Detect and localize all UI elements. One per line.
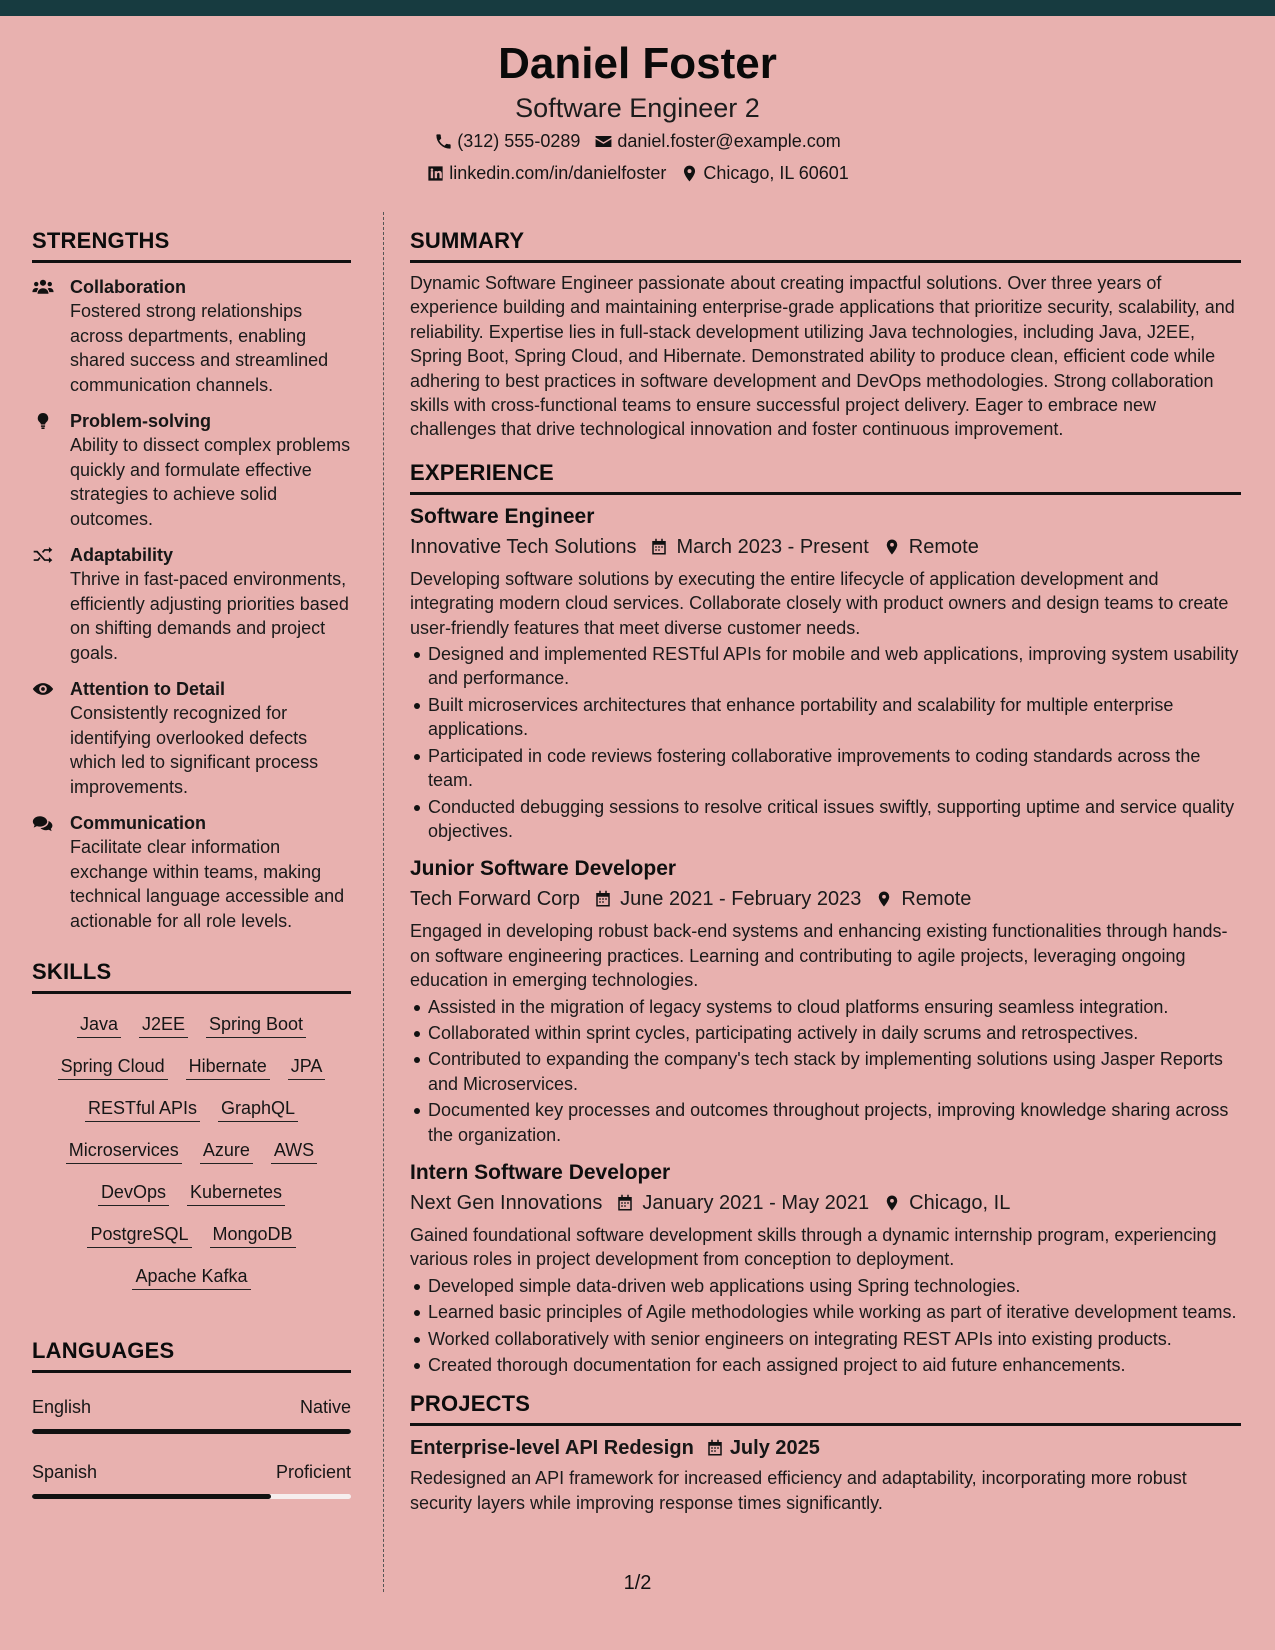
contact-row-1: [0, 129, 1275, 153]
lightbulb-icon: [32, 411, 54, 431]
contact-row-2: [0, 161, 1275, 185]
skill-chip: Azure: [200, 1138, 253, 1164]
calendar-icon: [650, 538, 668, 556]
job-description: Gained foundational software development skills through a dynamic internship program, experiencing various roles in project development from conception to deployment.: [410, 1224, 1217, 1270]
job-bullet: Participated in code reviews fostering collaborative improvements to coding standards across the team.: [410, 744, 1241, 793]
calendar-icon: [616, 1194, 634, 1212]
contact-linkedin[interactable]: linkedin.com/in/danielfoster: [426, 161, 666, 185]
job-location: Remote: [901, 888, 972, 911]
skill-chip: Microservices: [66, 1138, 182, 1164]
language-item: [32, 1460, 351, 1499]
job-bullet: Learned basic principles of Agile methodologies while working as part of iterative development teams.: [410, 1300, 1241, 1324]
summary-text: Dynamic Software Engineer passionate about creating impactful solutions. Over three years of experience building and maintaining enterprise-grade applications that prioritize security, scalability, and reliability. Expertise lies in full-stack development utilizing Java technologies, including Java, J2EE, Spring Boot, Spring Cloud, and Hibernate. Demonstrated ability to produce clean, efficient code while adhering to best practices in software development and DevOps methodologies. Strong collaboration skills with cross-functional teams to ensure successful project delivery. Eager to embrace new challenges that drive technological innovation and foster continuous improvement.: [410, 273, 1235, 440]
languages-heading: LANGUAGES: [32, 1334, 351, 1373]
job-meta: [410, 1189, 1241, 1217]
job-entry: [410, 855, 1241, 1147]
project-date: July 2025: [729, 1437, 820, 1460]
language-level: Native: [299, 1397, 351, 1417]
skill-chip: JPA: [288, 1054, 326, 1080]
job-title: Junior Software Developer: [410, 857, 677, 881]
skill-chip: Spring Boot: [206, 1012, 306, 1038]
job-entry: [410, 503, 1241, 843]
map-marker-icon: [883, 538, 901, 556]
map-marker-icon: [883, 1194, 901, 1212]
skill-chip: Apache Kafka: [132, 1264, 250, 1290]
skill-chip: Hibernate: [186, 1054, 270, 1080]
shuffle-icon: [32, 545, 54, 565]
project-desc: Redesigned an API framework for increased efficiency and adaptability, incorporating more robust security layers while improving response times significantly.: [410, 1468, 1187, 1513]
job-title: Software Engineer: [410, 504, 595, 528]
job-entry: [410, 1159, 1241, 1377]
contact-email[interactable]: daniel.foster@example.com: [594, 129, 840, 153]
language-proficiency-bar: [32, 1494, 351, 1499]
language-name: English: [32, 1397, 92, 1417]
job-meta: [410, 885, 1241, 913]
job-bullet: Collaborated within sprint cycles, participating actively in daily scrums and retrospectives.: [410, 1021, 1241, 1045]
job-bullet: Documented key processes and outcomes throughout projects, improving knowledge sharing across the organization.: [410, 1098, 1241, 1147]
envelope-icon: [594, 132, 613, 151]
calendar-icon: [594, 890, 612, 908]
skill-chip: Java: [77, 1012, 121, 1038]
job-location: Remote: [908, 535, 979, 558]
job-title: Intern Software Developer: [410, 1160, 671, 1184]
strength-item: Adaptability Thrive in fast-paced environments, efficiently adjusting priorities based on shifting demands and project goals.: [32, 543, 351, 665]
language-level: Proficient: [275, 1462, 351, 1482]
contact-location: Chicago, IL 60601: [680, 161, 848, 185]
skill-chip: DevOps: [98, 1180, 169, 1206]
job-dates: June 2021 - February 2023: [620, 888, 862, 911]
strength-item: Attention to Detail Consistently recognized for identifying overlooked defects which led to significant process improvements.: [32, 677, 351, 799]
contact-phone: (312) 555-0289: [434, 129, 580, 153]
language-item: [32, 1395, 351, 1434]
projects-heading: PROJECTS: [410, 1387, 1241, 1426]
job-bullet: Contributed to expanding the company's tech stack by implementing solutions using Jasper Reports and Microservices.: [410, 1047, 1241, 1096]
job-bullet: Worked collaboratively with senior engineers on integrating REST APIs into existing products.: [410, 1327, 1241, 1351]
strength-item: Communication Facilitate clear information exchange within teams, making technical language accessible and actionable for all role levels.: [32, 811, 351, 933]
job-bullets: [410, 995, 1241, 1147]
map-marker-icon: [680, 164, 699, 183]
strength-item: Collaboration Fostered strong relationships across departments, enabling shared success and streamlined communication channels.: [32, 275, 351, 397]
job-company: Tech Forward Corp: [410, 888, 581, 911]
skill-chip: GraphQL: [218, 1096, 298, 1122]
skills-heading: SKILLS: [32, 955, 351, 994]
job-company: Next Gen Innovations: [410, 1191, 603, 1214]
phone-icon: [434, 132, 453, 151]
candidate-name: Daniel Foster: [498, 39, 777, 88]
job-bullet: Developed simple data-driven web applications using Spring technologies.: [410, 1274, 1241, 1298]
page-number: 1/2: [623, 1572, 652, 1594]
experience-list: [410, 503, 1241, 1378]
summary-heading: SUMMARY: [410, 224, 1241, 263]
strength-item: Problem-solving Ability to dissect complex problems quickly and formulate effective strategies to achieve solid outcomes.: [32, 409, 351, 531]
skill-chip: RESTful APIs: [85, 1096, 200, 1122]
skill-chip: Spring Cloud: [58, 1054, 168, 1080]
language-proficiency-bar: [32, 1429, 351, 1434]
linkedin-icon: [426, 164, 445, 183]
skill-chip: J2EE: [139, 1012, 188, 1038]
strengths-heading: STRENGTHS: [32, 224, 351, 263]
users-icon: [32, 277, 54, 297]
column-divider: [383, 212, 384, 1592]
skill-chip: Kubernetes: [187, 1180, 285, 1206]
candidate-title: Software Engineer 2: [515, 93, 760, 123]
job-bullet: Conducted debugging sessions to resolve critical issues swiftly, supporting uptime and service quality objectives.: [410, 795, 1241, 844]
job-dates: March 2023 - Present: [676, 535, 869, 558]
calendar-icon: [706, 1439, 724, 1457]
project-title: Enterprise-level API Redesign: [410, 1437, 694, 1460]
skill-chip: PostgreSQL: [87, 1222, 191, 1248]
job-location: Chicago, IL: [909, 1191, 1011, 1214]
map-marker-icon: [875, 890, 893, 908]
job-description: Developing software solutions by executing the entire lifecycle of application development and integrating modern cloud services. Collaborate closely with product owners and design teams to create user-friendly features that meet diverse customer needs.: [410, 568, 1229, 638]
job-meta: [410, 533, 1241, 561]
job-company: Innovative Tech Solutions: [410, 535, 637, 558]
job-bullet: Created thorough documentation for each assigned project to aid future enhancements.: [410, 1353, 1241, 1377]
comments-icon: [32, 813, 54, 833]
left-column: [32, 224, 351, 1499]
job-description: Engaged in developing robust back-end systems and enhancing existing functionalities through hands-on software engineering practices. Learning and contributing to agile projects, leveraging ongoing education in emerging technologies.: [410, 921, 1228, 991]
skill-chip: MongoDB: [210, 1222, 296, 1248]
job-bullets: [410, 642, 1241, 843]
skill-chip: AWS: [271, 1138, 317, 1164]
eye-icon: [32, 679, 54, 699]
resume-header: [0, 38, 1275, 185]
project-item: [410, 1434, 1241, 1515]
job-bullets: [410, 1274, 1241, 1378]
language-name: Spanish: [32, 1462, 98, 1482]
right-column: [410, 224, 1241, 1515]
top-accent-bar: [0, 0, 1275, 16]
experience-heading: EXPERIENCE: [410, 456, 1241, 495]
job-dates: January 2021 - May 2021: [642, 1191, 870, 1214]
job-bullet: Built microservices architectures that enhance portability and scalability for multiple enterprise applications.: [410, 693, 1241, 742]
job-bullet: Assisted in the migration of legacy systems to cloud platforms ensuring seamless integration.: [410, 995, 1241, 1019]
skills-list: [32, 1012, 351, 1290]
job-bullet: Designed and implemented RESTful APIs for mobile and web applications, improving system usability and performance.: [410, 642, 1241, 691]
